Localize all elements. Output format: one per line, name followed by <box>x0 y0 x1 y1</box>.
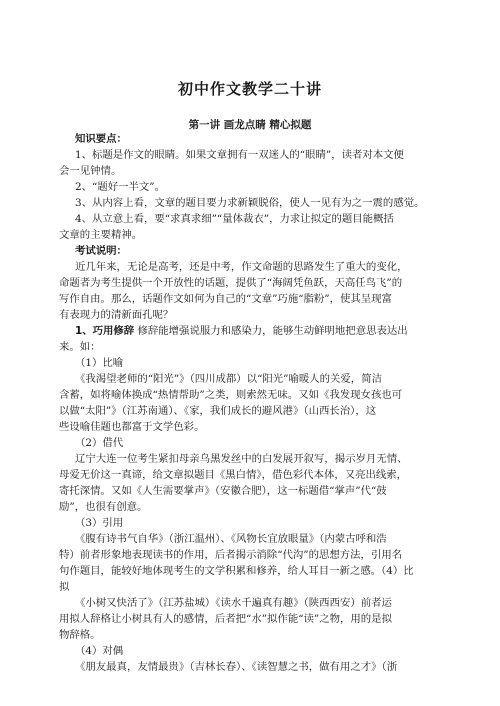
text-line <box>59 627 101 643</box>
text-line-content: 3、从内容上看，文章的题目要力求新颖脱俗，使人一见有为之一震的感觉。 <box>75 197 425 209</box>
text-line-content: 2、“题好一半文”。 <box>75 181 165 193</box>
text-line <box>75 131 127 147</box>
text-line <box>59 227 142 243</box>
text-line-content: （4）对偶 <box>75 645 124 657</box>
text-line <box>75 147 404 163</box>
text-line-content: 知识要点： <box>75 133 127 145</box>
text-line-content: 《腹有诗书气自华》（浙江温州）、《风物长宜放眼量》（内蒙古呼和浩 <box>75 533 387 545</box>
text-line <box>75 259 408 275</box>
text-line <box>75 595 392 611</box>
text-line-content: 文章的主要精神。 <box>59 229 143 241</box>
text-line <box>59 579 69 595</box>
text-line-content: 考试说明： <box>75 245 127 257</box>
text-line-content: 用拟人辞格让小树具有人的感情，后者把“水”拟作能“读”之物，用的是拟 <box>59 613 392 625</box>
text-line-content: 寄托深情。又如《人生需要掌声》（安徽合肥），这一标题借“掌声”代“鼓 <box>59 485 387 497</box>
text-line-content: 1、巧用修辞 <box>75 325 135 337</box>
text-line-content: 物辞格。 <box>59 629 101 641</box>
text-line <box>59 339 101 355</box>
text-line-content: 些设喻佳题也都富于文学色彩。 <box>59 421 205 433</box>
text-line <box>59 563 414 579</box>
document-title: 初中作文教学二十讲 <box>177 80 322 98</box>
text-line <box>75 211 394 227</box>
text-line <box>59 467 407 483</box>
text-line <box>59 307 173 323</box>
text-line <box>75 355 123 371</box>
text-line-content: 近几年来，无论是高考，还是中考，作文命题的思路发生了重大的变化， <box>75 261 408 273</box>
text-line <box>75 515 123 531</box>
text-line-content: 以做“太阳”》（江苏南通）、《家，我们成长的避风港》（山西长治），这 <box>59 405 377 417</box>
text-line-content: 含蓄，如将喻体换成“热情帮助”之类，则索然无味。又如《我发现女孩也可 <box>59 389 403 401</box>
text-line <box>59 403 376 419</box>
text-line-content: 会一见钟情。 <box>59 165 122 177</box>
text-line-content: 辽宁大连一位考生紧扣母亲乌黑发丝中的白发展开叙写，揭示岁月无情、 <box>75 453 408 465</box>
text-line <box>75 531 387 547</box>
text-line <box>75 643 123 659</box>
text-line-content: 《朋友最真，友情最贵》（吉林长春）、《读智慧之书，做有用之才》（浙 <box>75 661 398 673</box>
text-line-content: 《小树又快活了》（江苏盐城）《读水千遍真有趣》（陕西西安）前者运 <box>75 597 392 609</box>
text-line-content: （2）借代 <box>75 437 124 449</box>
text-line-content: 拟 <box>59 581 70 593</box>
text-line <box>59 163 121 179</box>
text-line-content: （1）比喻 <box>75 357 124 369</box>
text-line <box>75 451 408 467</box>
text-line <box>59 611 392 627</box>
text-line <box>75 659 397 675</box>
text-line-content: 特）前者形象地表现读书的作用，后者揭示消除“代沟”的思想方法，引用名 <box>59 549 403 561</box>
text-line-content: 4、从立意上看，要“求真求细”“量体裁衣”，力求让拟定的题目能概括 <box>75 213 394 225</box>
text-line-content: 励”，也很有创意。 <box>59 501 148 513</box>
text-line-rest: 修辞能增强说服力和感染力，能够生动鲜明地把意思表达出 <box>134 325 408 337</box>
lecture-heading: 第一讲 画龙点睛 精心拟题 <box>188 119 312 131</box>
text-line <box>59 291 392 307</box>
text-line <box>75 243 127 259</box>
text-line <box>75 195 425 211</box>
text-line-content: 1、标题是作文的眼睛。如果文章拥有一双迷人的“眼睛”，读者对本文便 <box>75 149 404 161</box>
text-line <box>59 483 387 499</box>
text-line-content: 命题者为考生提供一个开放性的话题，提供了“海阔凭鱼跃，天高任鸟飞”的 <box>59 277 403 289</box>
text-line <box>75 179 165 195</box>
text-line-content: 句作题目，能较好地体现考生的文学积累和修养，给人耳目一新之感。（4）比 <box>59 565 414 577</box>
text-line-content: 有表现力的清新面孔呢？ <box>59 309 174 321</box>
text-line <box>59 419 204 435</box>
text-line-content: （3）引用 <box>75 517 124 529</box>
text-line <box>59 499 147 515</box>
text-line <box>59 387 402 403</box>
text-line <box>75 323 408 339</box>
text-line-content: 写作自由。那么，话题作文如何为自己的“文章”巧施“脂粉”，使其呈现富 <box>59 293 392 305</box>
text-line <box>59 547 402 563</box>
text-line-content: 来。如： <box>59 341 101 353</box>
text-line-content: 《我渴望老师的“阳光”》（四川成都）以“阳光”喻暖人的关爱，简洁 <box>75 373 382 385</box>
text-line-content: 母爱无价这一真谛，给文章拟题目《黑白情》，借色彩代本体，又亮出线索， <box>59 469 408 481</box>
text-line <box>75 435 123 451</box>
text-line <box>75 371 382 387</box>
text-line <box>59 275 402 291</box>
